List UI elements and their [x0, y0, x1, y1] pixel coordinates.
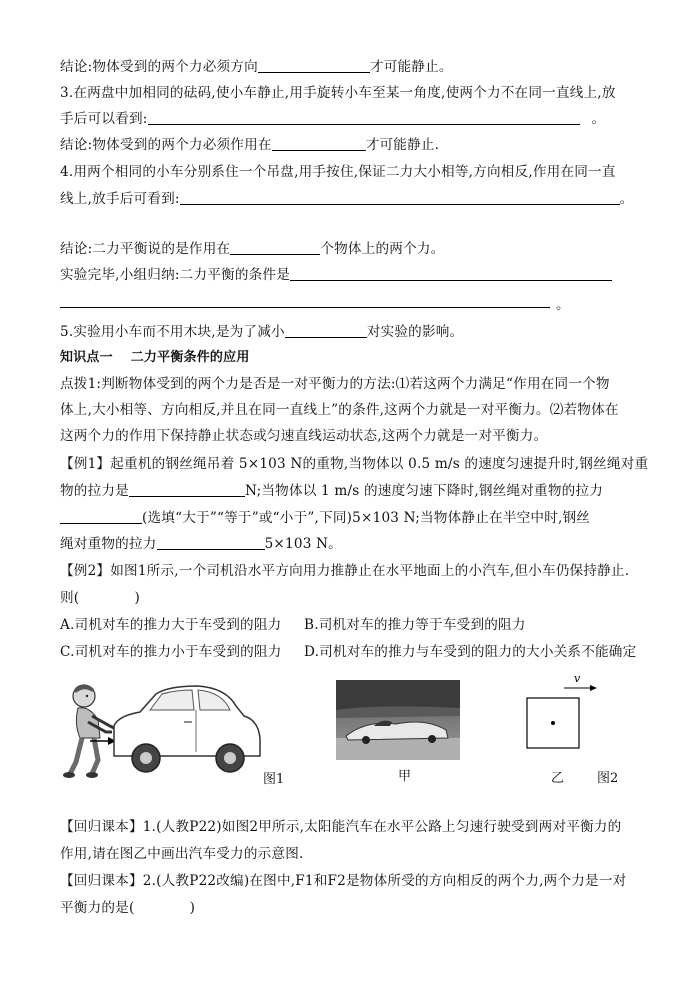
answer-blank[interactable]: [148, 110, 580, 125]
example-1-line-2: 物的拉力是 N;当物体以 1 m/s 的速度匀速下降时,钢丝绳对重物的拉力: [60, 483, 604, 499]
example-2-question: 【例2】如图1所示,一个司机沿水平方向用力推静止在水平地面上的小汽车,但小车仍保持静止.: [60, 563, 630, 579]
answer-blank[interactable]: [272, 136, 366, 151]
step-3-observation: 手后可以看到: 。: [60, 111, 606, 127]
figure-1-caption: 图1: [263, 772, 285, 787]
textbook-review-2-answer-bracket[interactable]: 平衡力的是( ): [60, 900, 196, 916]
answer-blank[interactable]: [157, 535, 265, 550]
knowledge-point-heading: 知识点一 二力平衡条件的应用: [60, 350, 250, 365]
example-1-line-3: (选填“大于”“等于”或“小于”,下同)5×103 N;当物体静止在半空中时,钢丝: [60, 509, 590, 527]
figure-2-jia-solar-car-photo: [336, 680, 460, 760]
answer-blank-continued[interactable]: [60, 307, 550, 308]
step-4-observation: 线上,放手后可看到: 。: [60, 191, 634, 207]
figure-2-caption: 图2: [597, 771, 619, 786]
figure-2-yi-diagram: [520, 672, 610, 754]
example-2-answer-bracket[interactable]: 则( ): [60, 590, 140, 606]
step-3-text: 3.在两盘中加相同的砝码,使小车静止,用手旋转小车至某一角度,使两个力不在同一直线上,放: [60, 85, 616, 101]
option-a[interactable]: A.司机对车的推力大于车受到的阻力: [60, 617, 282, 633]
answer-blank[interactable]: [285, 323, 367, 338]
answer-blank[interactable]: [290, 266, 612, 281]
option-b[interactable]: B.司机对车的推力等于车受到的阻力: [304, 617, 526, 633]
summary-end-mark: 。: [556, 297, 570, 313]
answer-blank[interactable]: [230, 240, 320, 255]
driver-figure: [63, 685, 114, 778]
figure-2-yi-label: 乙: [551, 771, 565, 786]
conclusion-direction: 结论:物体受到的两个力必须方向 才可能静止。: [60, 59, 453, 75]
option-c[interactable]: C.司机对车的推力小于车受到的阻力: [60, 644, 282, 660]
conclusion-same-object: 结论:二力平衡说的是作用在 个物体上的两个力。: [60, 241, 445, 257]
answer-blank[interactable]: [60, 509, 142, 524]
figure-1-driver-pushing-car: [58, 680, 263, 780]
summary-conditions: 实验完毕,小组归纳:二力平衡的条件是: [60, 266, 612, 284]
velocity-arrowhead: [590, 685, 597, 691]
answer-blank[interactable]: [129, 482, 245, 497]
velocity-label: v: [574, 672, 581, 685]
car-figure: [114, 686, 260, 772]
option-d[interactable]: D.司机对车的推力与车受到的阻力的大小关系不能确定: [304, 644, 637, 660]
step-5-text: 5.实验用小车而不用木块,是为了减小 对实验的影响。: [60, 324, 464, 340]
figure-2-jia-label: 甲: [398, 769, 412, 784]
tip-line-2: 体上,大小相等、方向相反,并且在同一直线上”的条件,这两个力就是一对平衡力。⑵若物体在: [60, 402, 619, 418]
example-1-line-1: 【例1】起重机的钢丝绳吊着 5×103 N的重物,当物体以 0.5 m/s 的速度匀速提升时,钢丝绳对重: [60, 456, 649, 472]
answer-blank[interactable]: [258, 58, 370, 73]
textbook-review-2-line-1: 【回归课本】2.(人教P22改编)在图中,F1和F2是物体所受的方向相反的两个力,两个力是一对: [60, 873, 627, 889]
example-1-line-4: 绳对重物的拉力 5×103 N。: [60, 536, 342, 552]
conclusion-same-line: 结论:物体受到的两个力必须作用在 才可能静止.: [60, 137, 440, 153]
tip-line-1: 点拨1:判断物体受到的两个力是否是一对平衡力的方法:⑴若这两个力满足“作用在同一个物: [60, 376, 610, 392]
step-4-text: 4.用两个相同的小车分别系住一个吊盘,用手按住,保证二力大小相等,方向相反,作用在同一直: [60, 164, 616, 180]
tip-line-3: 这两个力的作用下保持静止状态或匀速直线运动状态,这两个力就是一对平衡力。: [60, 428, 548, 444]
textbook-review-1-line-2: 作用,请在图乙中画出汽车受力的示意图.: [60, 846, 304, 862]
center-dot: [551, 721, 555, 725]
answer-blank[interactable]: [180, 190, 620, 205]
textbook-review-1-line-1: 【回归课本】1.(人教P22)如图2甲所示,太阳能汽车在水平公路上匀速行驶受到两对平衡力的: [60, 819, 622, 835]
